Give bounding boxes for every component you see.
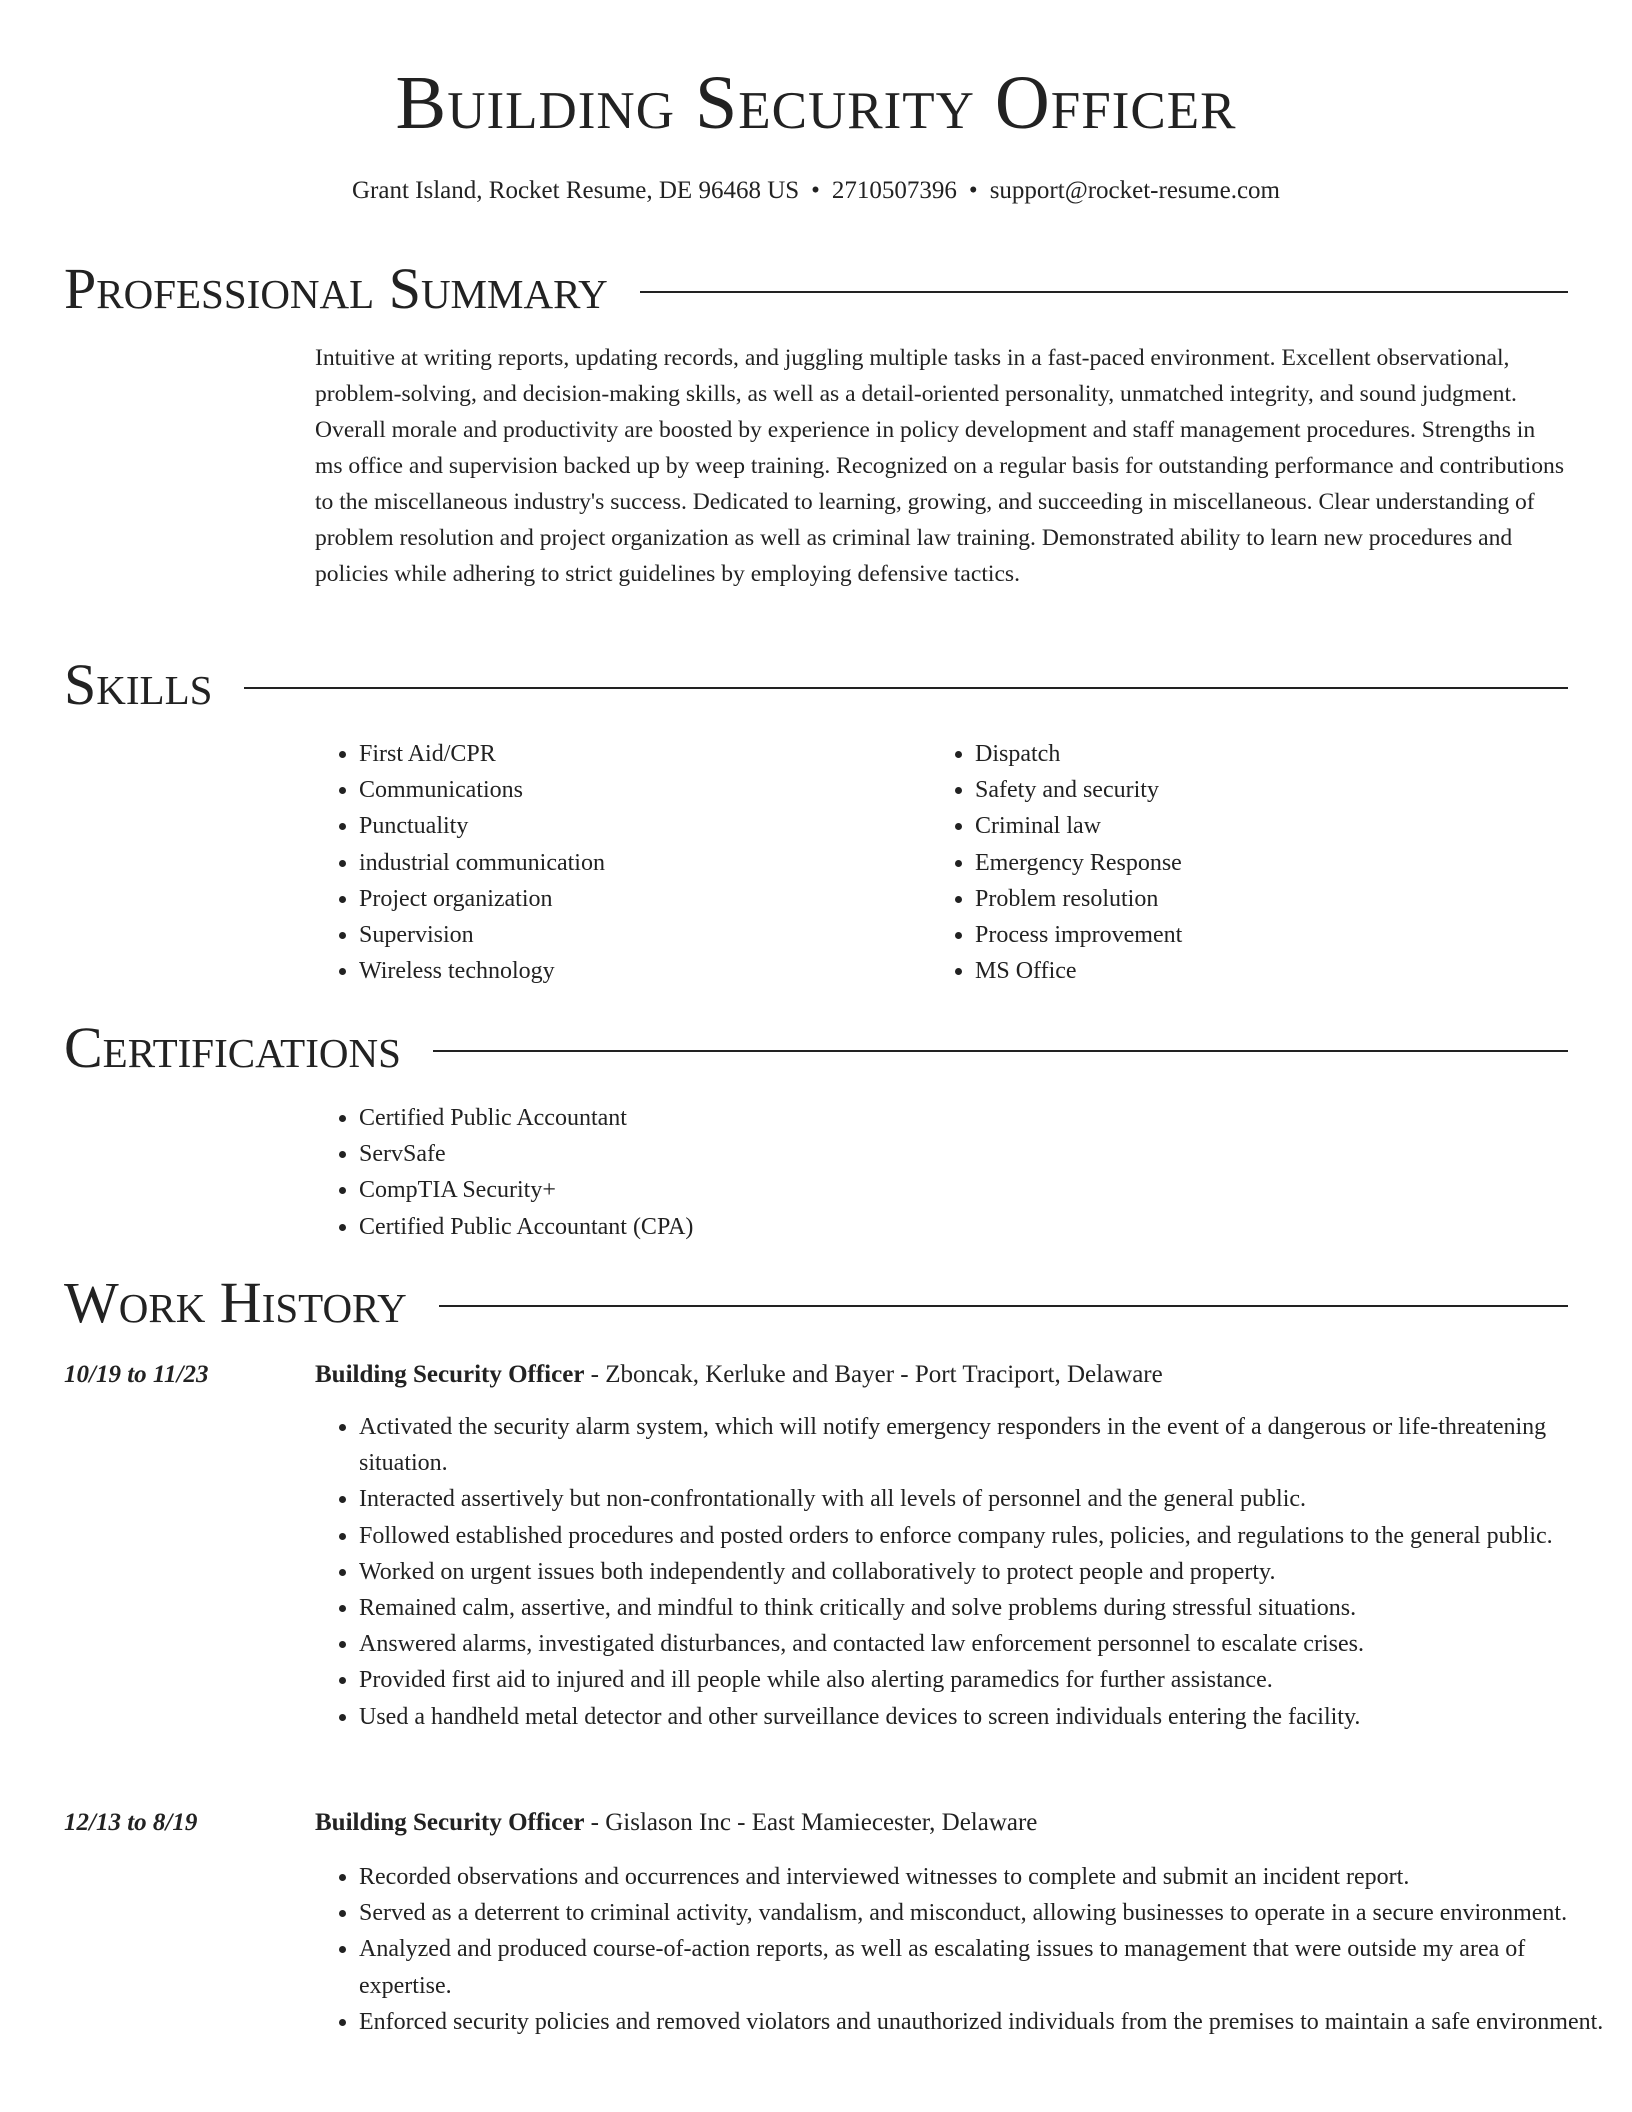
- skill-item: • Safety and security: [975, 772, 1575, 808]
- candidate-name: Building Security Officer: [395, 61, 1237, 145]
- contact-phone: 2710507396: [831, 177, 957, 204]
- skills-section-header: [64, 652, 1568, 718]
- skill-item: • Punctuality: [359, 808, 959, 844]
- job-title: Building Security Officer: [315, 1809, 585, 1836]
- job-duty-item: • Recorded observations and occurrences and interviewed witnesses to complete and submit an incident report.: [359, 1859, 1612, 1895]
- certification-item: • ServSafe: [359, 1136, 1559, 1172]
- certifications-list: [315, 1100, 1559, 1245]
- job-duty-item: • Followed established procedures and posted orders to enforce company rules, policies, and regulations to the general public.: [359, 1518, 1612, 1554]
- section-divider: [439, 1305, 1568, 1307]
- job-dates: 10/19 to 11/23: [64, 1361, 209, 1388]
- contact-line: [0, 174, 1632, 208]
- skill-item: • First Aid/CPR: [359, 736, 959, 772]
- skills-heading: Skills: [64, 652, 213, 717]
- job-title-line: [315, 1358, 1163, 1392]
- job-duty-item: • Interacted assertively but non-confrontationally with all levels of personnel and the general public.: [359, 1481, 1612, 1517]
- skill-item: • Emergency Response: [975, 845, 1575, 881]
- skills-list-left: [315, 736, 959, 989]
- certification-item: • Certified Public Accountant (CPA): [359, 1209, 1559, 1245]
- section-divider: [244, 687, 1568, 689]
- job-title: Building Security Officer: [315, 1361, 585, 1388]
- certification-item: • Certified Public Accountant: [359, 1100, 1559, 1136]
- contact-address: Grant Island, Rocket Resume, DE 96468 US: [352, 177, 800, 204]
- summary-heading: Professional Summary: [64, 256, 608, 321]
- summary-section-header: [64, 256, 1568, 322]
- skill-item: • Criminal law: [975, 808, 1575, 844]
- skill-item: • Supervision: [359, 917, 959, 953]
- skill-item: • Wireless technology: [359, 953, 959, 989]
- certifications-heading: Certifications: [64, 1015, 401, 1080]
- job-duty-item: • Analyzed and produced course-of-action reports, as well as escalating issues to management that were outside my area of expertise.: [359, 1931, 1612, 2003]
- skill-item: • Problem resolution: [975, 881, 1575, 917]
- job-employer-location: - Zboncak, Kerluke and Bayer - Port Traciport, Delaware: [584, 1361, 1163, 1388]
- job-duty-item: • Used a handheld metal detector and other surveillance devices to screen individuals entering the facility.: [359, 1699, 1612, 1735]
- job-duty-item: • Enforced security policies and removed violators and unauthorized individuals from the premises to maintain a safe environment.: [359, 2004, 1612, 2040]
- work-history-heading: Work History: [64, 1270, 407, 1335]
- skill-item: • industrial communication: [359, 845, 959, 881]
- job-duty-item: • Worked on urgent issues both independently and collaboratively to protect people and property.: [359, 1554, 1612, 1590]
- skill-item: • Process improvement: [975, 917, 1575, 953]
- contact-separator: •: [811, 177, 820, 204]
- skills-list-right: [931, 736, 1575, 989]
- section-divider: [433, 1050, 1568, 1052]
- certifications-section-header: [64, 1015, 1568, 1081]
- job-dates: 12/13 to 8/19: [64, 1809, 198, 1836]
- job-duty-item: • Activated the security alarm system, which will notify emergency responders in the event of a dangerous or life-threatening situation.: [359, 1409, 1612, 1481]
- skill-item: • Communications: [359, 772, 959, 808]
- certification-item: • CompTIA Security+: [359, 1172, 1559, 1208]
- job-duties-list: [315, 1409, 1612, 1735]
- skill-item: • Project organization: [359, 881, 959, 917]
- contact-email: support@rocket-resume.com: [989, 177, 1280, 204]
- job-duty-item: • Remained calm, assertive, and mindful to think critically and solve problems during stressful situations.: [359, 1590, 1612, 1626]
- job-duty-item: • Answered alarms, investigated disturbances, and contacted law enforcement personnel to escalate crises.: [359, 1626, 1612, 1662]
- contact-separator: •: [968, 177, 978, 204]
- section-divider: [640, 291, 1568, 293]
- summary-text: Intuitive at writing reports, updating records, and juggling multiple tasks in a fast-paced environment. Excellent observational, problem-solving, and decision-making skills, as well as a detail-oriented personality, unmatched integrity, and sound judgment. Overall morale and productivity are boosted by experience in policy development and staff management procedures. Strengths in ms office and supervision backed up by weep training. Recognized on a regular basis for outstanding performance and contributions to the miscellaneous industry's success. Dedicated to learning, growing, and succeeding in miscellaneous. Clear understanding of problem resolution and project organization as well as criminal law training. Demonstrated ability to learn new procedures and policies while adhering to strict guidelines by employing defensive tactics.: [315, 345, 1565, 587]
- job-title-line: [315, 1806, 1037, 1840]
- job-duty-item: • Served as a deterrent to criminal activity, vandalism, and misconduct, allowing businesses to operate in a secure environment.: [359, 1895, 1612, 1931]
- skill-item: • Dispatch: [975, 736, 1575, 772]
- work-history-section-header: [64, 1270, 1568, 1336]
- skill-item: • MS Office: [975, 953, 1575, 989]
- job-duties-list: [315, 1859, 1612, 2040]
- job-duty-item: • Provided first aid to injured and ill people while also alerting paramedics for further assistance.: [359, 1662, 1612, 1698]
- job-employer-location: - Gislason Inc - East Mamiecester, Delaware: [584, 1809, 1038, 1836]
